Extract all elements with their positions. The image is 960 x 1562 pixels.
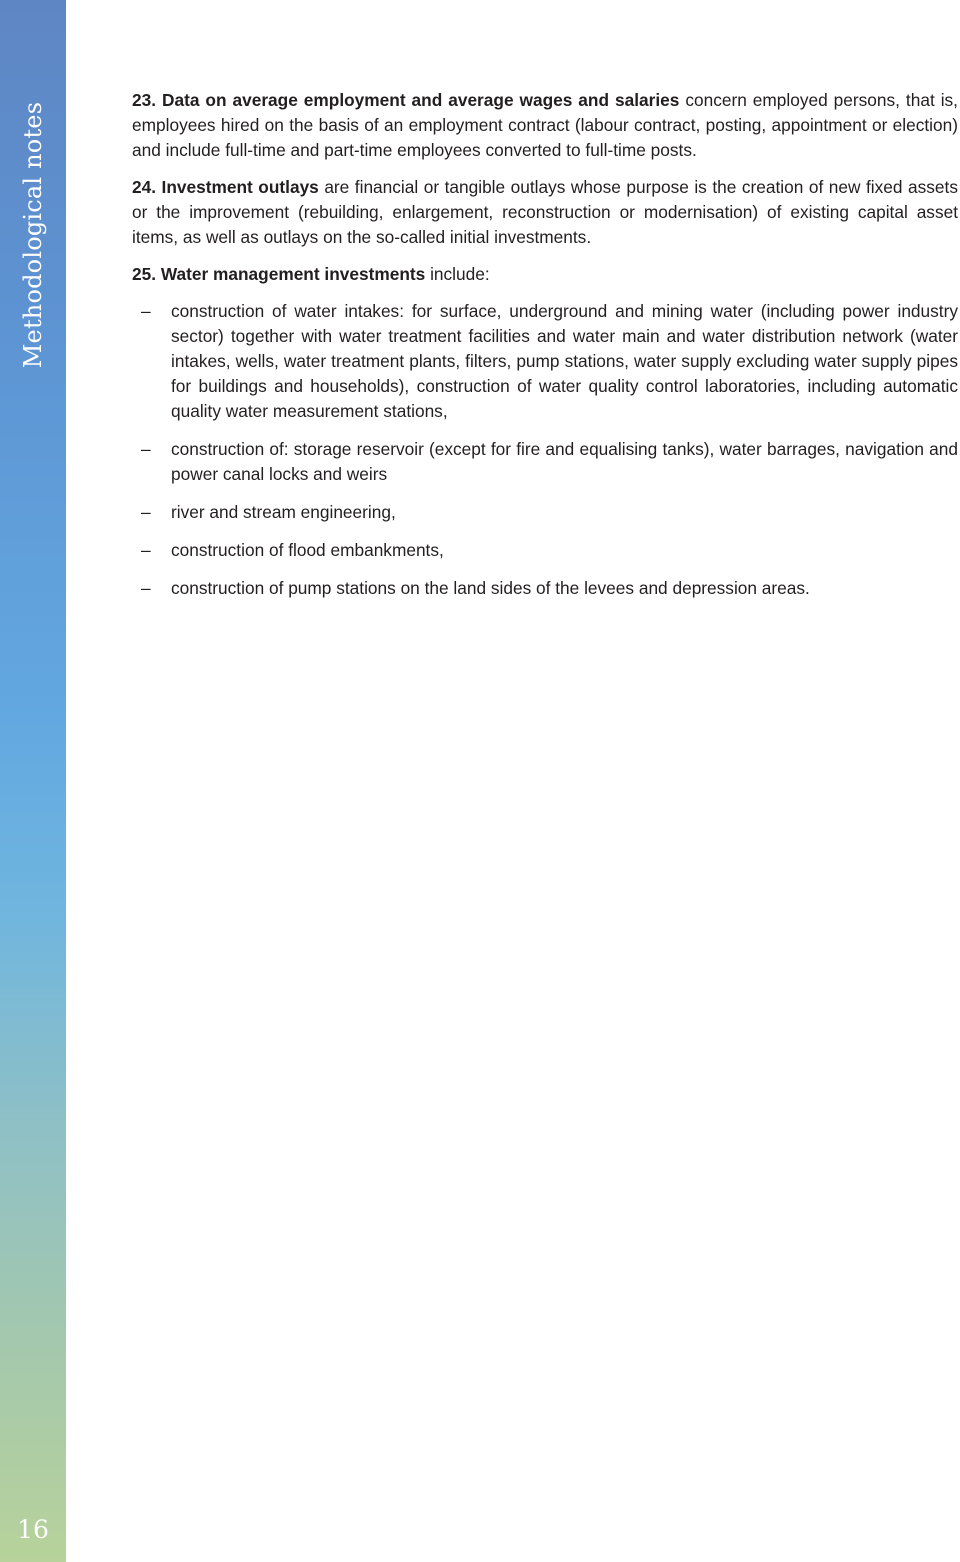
list-item	[132, 576, 958, 601]
list-item-text: construction of water intakes: for surface, underground and mining water (including power industry sector) together with water treatment facilities and water main and water distribution network (water intakes, wells, water treatment plants, filters, pump stations, water supply excluding water supply pipes for buildings and households), construction of water quality control laboratories, including automatic quality water measurement stations,	[171, 301, 958, 421]
dash-bullet: –	[141, 439, 151, 459]
paragraph-24-term: Investment outlays	[161, 177, 319, 197]
main-content	[132, 88, 958, 614]
list-item	[132, 437, 958, 487]
dash-bullet: –	[141, 540, 151, 560]
list-item-text: construction of: storage reservoir (except for fire and equalising tanks), water barrages, navigation and power canal locks and weirs	[171, 439, 958, 484]
page-number: 16	[17, 1515, 49, 1544]
list-item-text: construction of flood embankments,	[171, 540, 444, 560]
paragraph-24	[132, 175, 958, 250]
list-item	[132, 500, 958, 525]
paragraph-25-text: include:	[430, 264, 490, 284]
paragraph-24-text: are financial or tangible outlays whose purpose is the creation of new fixed assets or the improvement (rebuilding, enlargement, reconstruction or modernisation) of existing capital asset items, as well as outlays on the so-called initial investments.	[132, 177, 958, 247]
investment-list	[132, 299, 958, 601]
list-item	[132, 538, 958, 563]
dash-bullet: –	[141, 301, 151, 321]
dash-bullet: –	[141, 502, 151, 522]
paragraph-23-number: 23.	[132, 90, 157, 110]
paragraph-23	[132, 88, 958, 163]
list-item	[132, 299, 958, 424]
list-item-text: construction of pump stations on the land sides of the levees and depression areas.	[171, 578, 810, 598]
paragraph-25	[132, 262, 958, 287]
dash-bullet: –	[141, 578, 151, 598]
paragraph-24-number: 24.	[132, 177, 157, 197]
list-item-text: river and stream engineering,	[171, 502, 396, 522]
paragraph-25-number: 25.	[132, 264, 157, 284]
section-title: Methodological notes	[19, 101, 47, 369]
side-band	[0, 0, 66, 1562]
paragraph-25-term: Water management investments	[160, 264, 426, 284]
paragraph-23-text: concern employed persons, that is, employees hired on the basis of an employment contract (labour contract, posting, appointment or election) and include full-time and part-time employees converted to full-time posts.	[132, 90, 958, 160]
paragraph-23-term: Data on average employment and average wages and salaries	[162, 90, 680, 110]
